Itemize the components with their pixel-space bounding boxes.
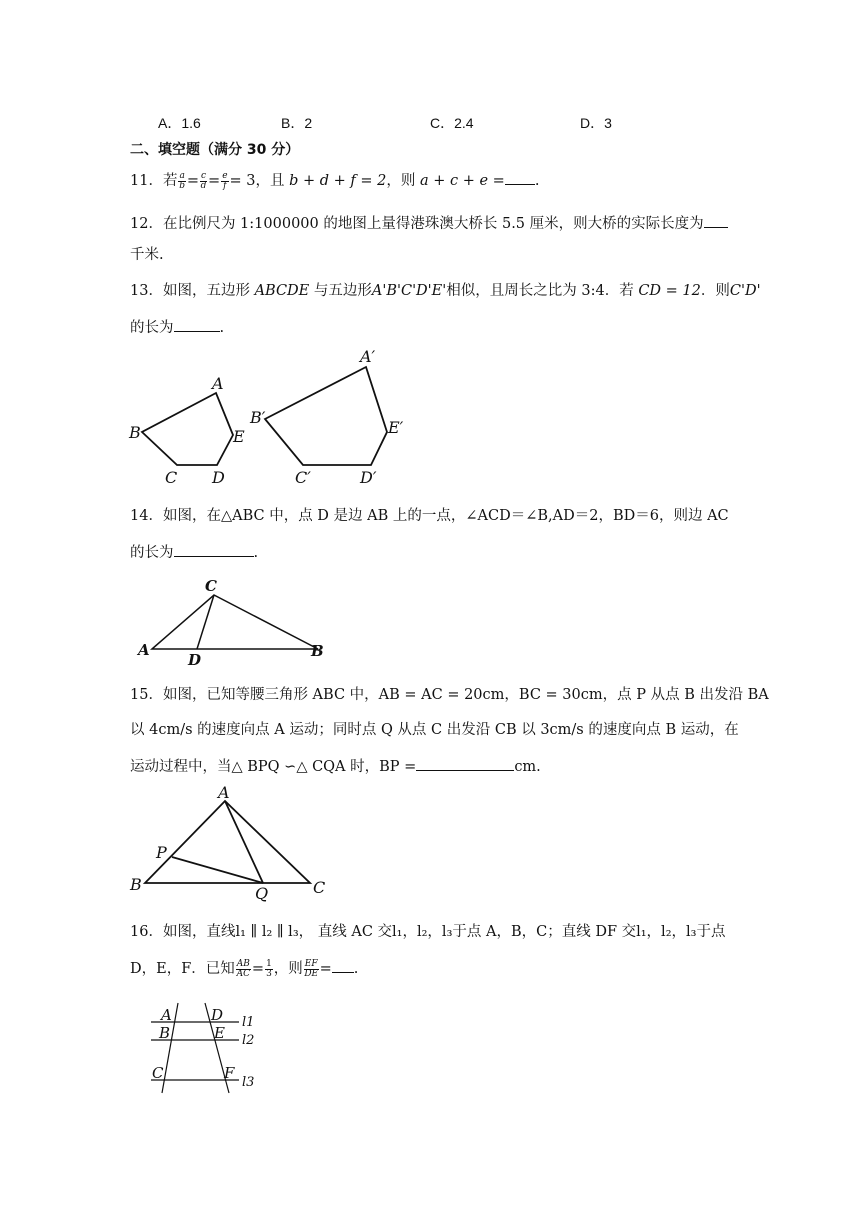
label-a-prime: A′ xyxy=(360,347,376,366)
label-b: B xyxy=(129,423,141,442)
label-c: C xyxy=(313,878,326,897)
label-p: P xyxy=(156,843,167,862)
label-a: A xyxy=(161,1006,172,1024)
answer-blank-16[interactable] xyxy=(332,958,354,973)
question-15-line3: 运动过程中，当△ BPQ ∽△ CQA 时，BP = cm. xyxy=(130,756,541,777)
label-b-prime: B′ xyxy=(250,408,266,427)
label-a: A xyxy=(212,374,224,393)
q11-number: 11．若 xyxy=(130,173,178,189)
label-a: A xyxy=(218,783,230,802)
q11-target: a + c + e = xyxy=(419,173,505,189)
figure-14-triangle xyxy=(135,575,335,670)
question-16-line1: 16．如图，直线l₁ ∥ l₂ ∥ l₃， 直线 AC 交l₁，l₂，l₃于点 A，B，C；直线 DF 交l₁，l₂，l₃于点 xyxy=(130,924,726,940)
label-c: C xyxy=(165,468,178,487)
fraction-ab-ac: $\frac{AB}{AC}$ xyxy=(236,958,251,979)
label-e-prime: E′ xyxy=(388,418,404,437)
pentagon-abcde xyxy=(142,393,233,465)
label-c: C xyxy=(152,1064,164,1082)
label-e: E xyxy=(214,1024,225,1042)
question-11: 11．若 $\frac{a}{b}$ = $\frac{c}{d}$ = $\frac{e}{f}$ = 3，且 b + d + f = 2，则 a + c + e = . xyxy=(130,170,540,191)
figure-16-parallel-lines xyxy=(145,1000,265,1095)
answer-blank-13[interactable] xyxy=(174,317,220,332)
answer-blank-15[interactable] xyxy=(416,756,514,771)
segment-aq xyxy=(225,801,263,883)
label-b: B xyxy=(311,642,324,660)
segment-pq xyxy=(172,857,263,883)
question-13-line2: 的长为 . xyxy=(130,317,224,338)
question-16-line2: D，E，F．已知 $\frac{AB}{AC}$ = $\frac{1}{3}$ ，则 $\frac{EF}{DE}$ = . xyxy=(130,958,359,979)
label-a: A xyxy=(138,641,150,659)
label-l3: l3 xyxy=(242,1075,255,1090)
triangle-abc xyxy=(152,595,318,649)
q11-condition: b + d + f = 2 xyxy=(289,173,387,189)
option-a: A．1.6 xyxy=(158,115,201,131)
fraction-ef-de: $\frac{EF}{DE}$ xyxy=(304,958,319,979)
label-c-prime: C′ xyxy=(295,468,311,487)
label-l2: l2 xyxy=(242,1033,255,1048)
pentagon-a-prime xyxy=(265,367,387,465)
question-12-line1: 12．在比例尺为 1:1000000 的地图上量得港珠澳大桥长 5.5 厘米，则大桥的实际长度为 xyxy=(130,213,728,234)
question-15-line2: 以 4cm/s 的速度向点 A 运动；同时点 Q 从点 C 出发沿 CB 以 3cm/s 的速度向点 B 运动，在 xyxy=(130,722,739,738)
question-14-line2: 的长为 . xyxy=(130,542,258,563)
label-d: D xyxy=(188,651,202,669)
question-14-line1: 14．如图，在△ABC 中，点 D 是边 AB 上的一点，∠ACD＝∠B,AD＝2，BD＝6，则边 AC xyxy=(130,508,729,524)
question-13-line1: 13．如图，五边形 ABCDE 与五边形A'B'C'D'E'相似，且周长之比为 3:4．若 CD = 12．则C'D' xyxy=(130,283,761,299)
answer-blank-11[interactable] xyxy=(505,170,535,185)
fraction-c-d: $\frac{c}{d}$ xyxy=(200,170,207,191)
option-d: D．3 xyxy=(580,115,612,131)
figure-13-pentagons xyxy=(125,345,425,490)
label-c: C xyxy=(205,577,217,595)
label-d: D xyxy=(211,1006,224,1024)
section-title: 二、填空题（满分 30 分） xyxy=(130,142,300,158)
triangle-abc xyxy=(145,801,310,883)
label-b: B xyxy=(130,875,142,894)
option-b: B．2 xyxy=(281,115,313,131)
label-f: F xyxy=(224,1064,235,1082)
label-l1: l1 xyxy=(242,1015,255,1030)
fraction-one-third: $\frac{1}{3}$ xyxy=(266,958,272,979)
fraction-e-f: $\frac{e}{f}$ xyxy=(222,170,228,191)
question-15-line1: 15．如图，已知等腰三角形 ABC 中，AB = AC = 20cm，BC = 30cm，点 P 从点 B 出发沿 BA xyxy=(130,687,769,703)
answer-blank-14[interactable] xyxy=(174,542,254,557)
label-d: D xyxy=(212,468,225,487)
figure-15-isosceles xyxy=(125,783,345,903)
label-b: B xyxy=(159,1024,171,1042)
label-q: Q xyxy=(255,884,269,903)
fraction-a-b: $\frac{a}{b}$ xyxy=(179,170,186,191)
label-d-prime: D′ xyxy=(360,468,377,487)
answer-blank-12[interactable] xyxy=(704,213,728,228)
question-12-line2: 千米. xyxy=(130,247,164,263)
option-c: C．2.4 xyxy=(430,115,474,131)
label-e: E xyxy=(233,427,245,446)
